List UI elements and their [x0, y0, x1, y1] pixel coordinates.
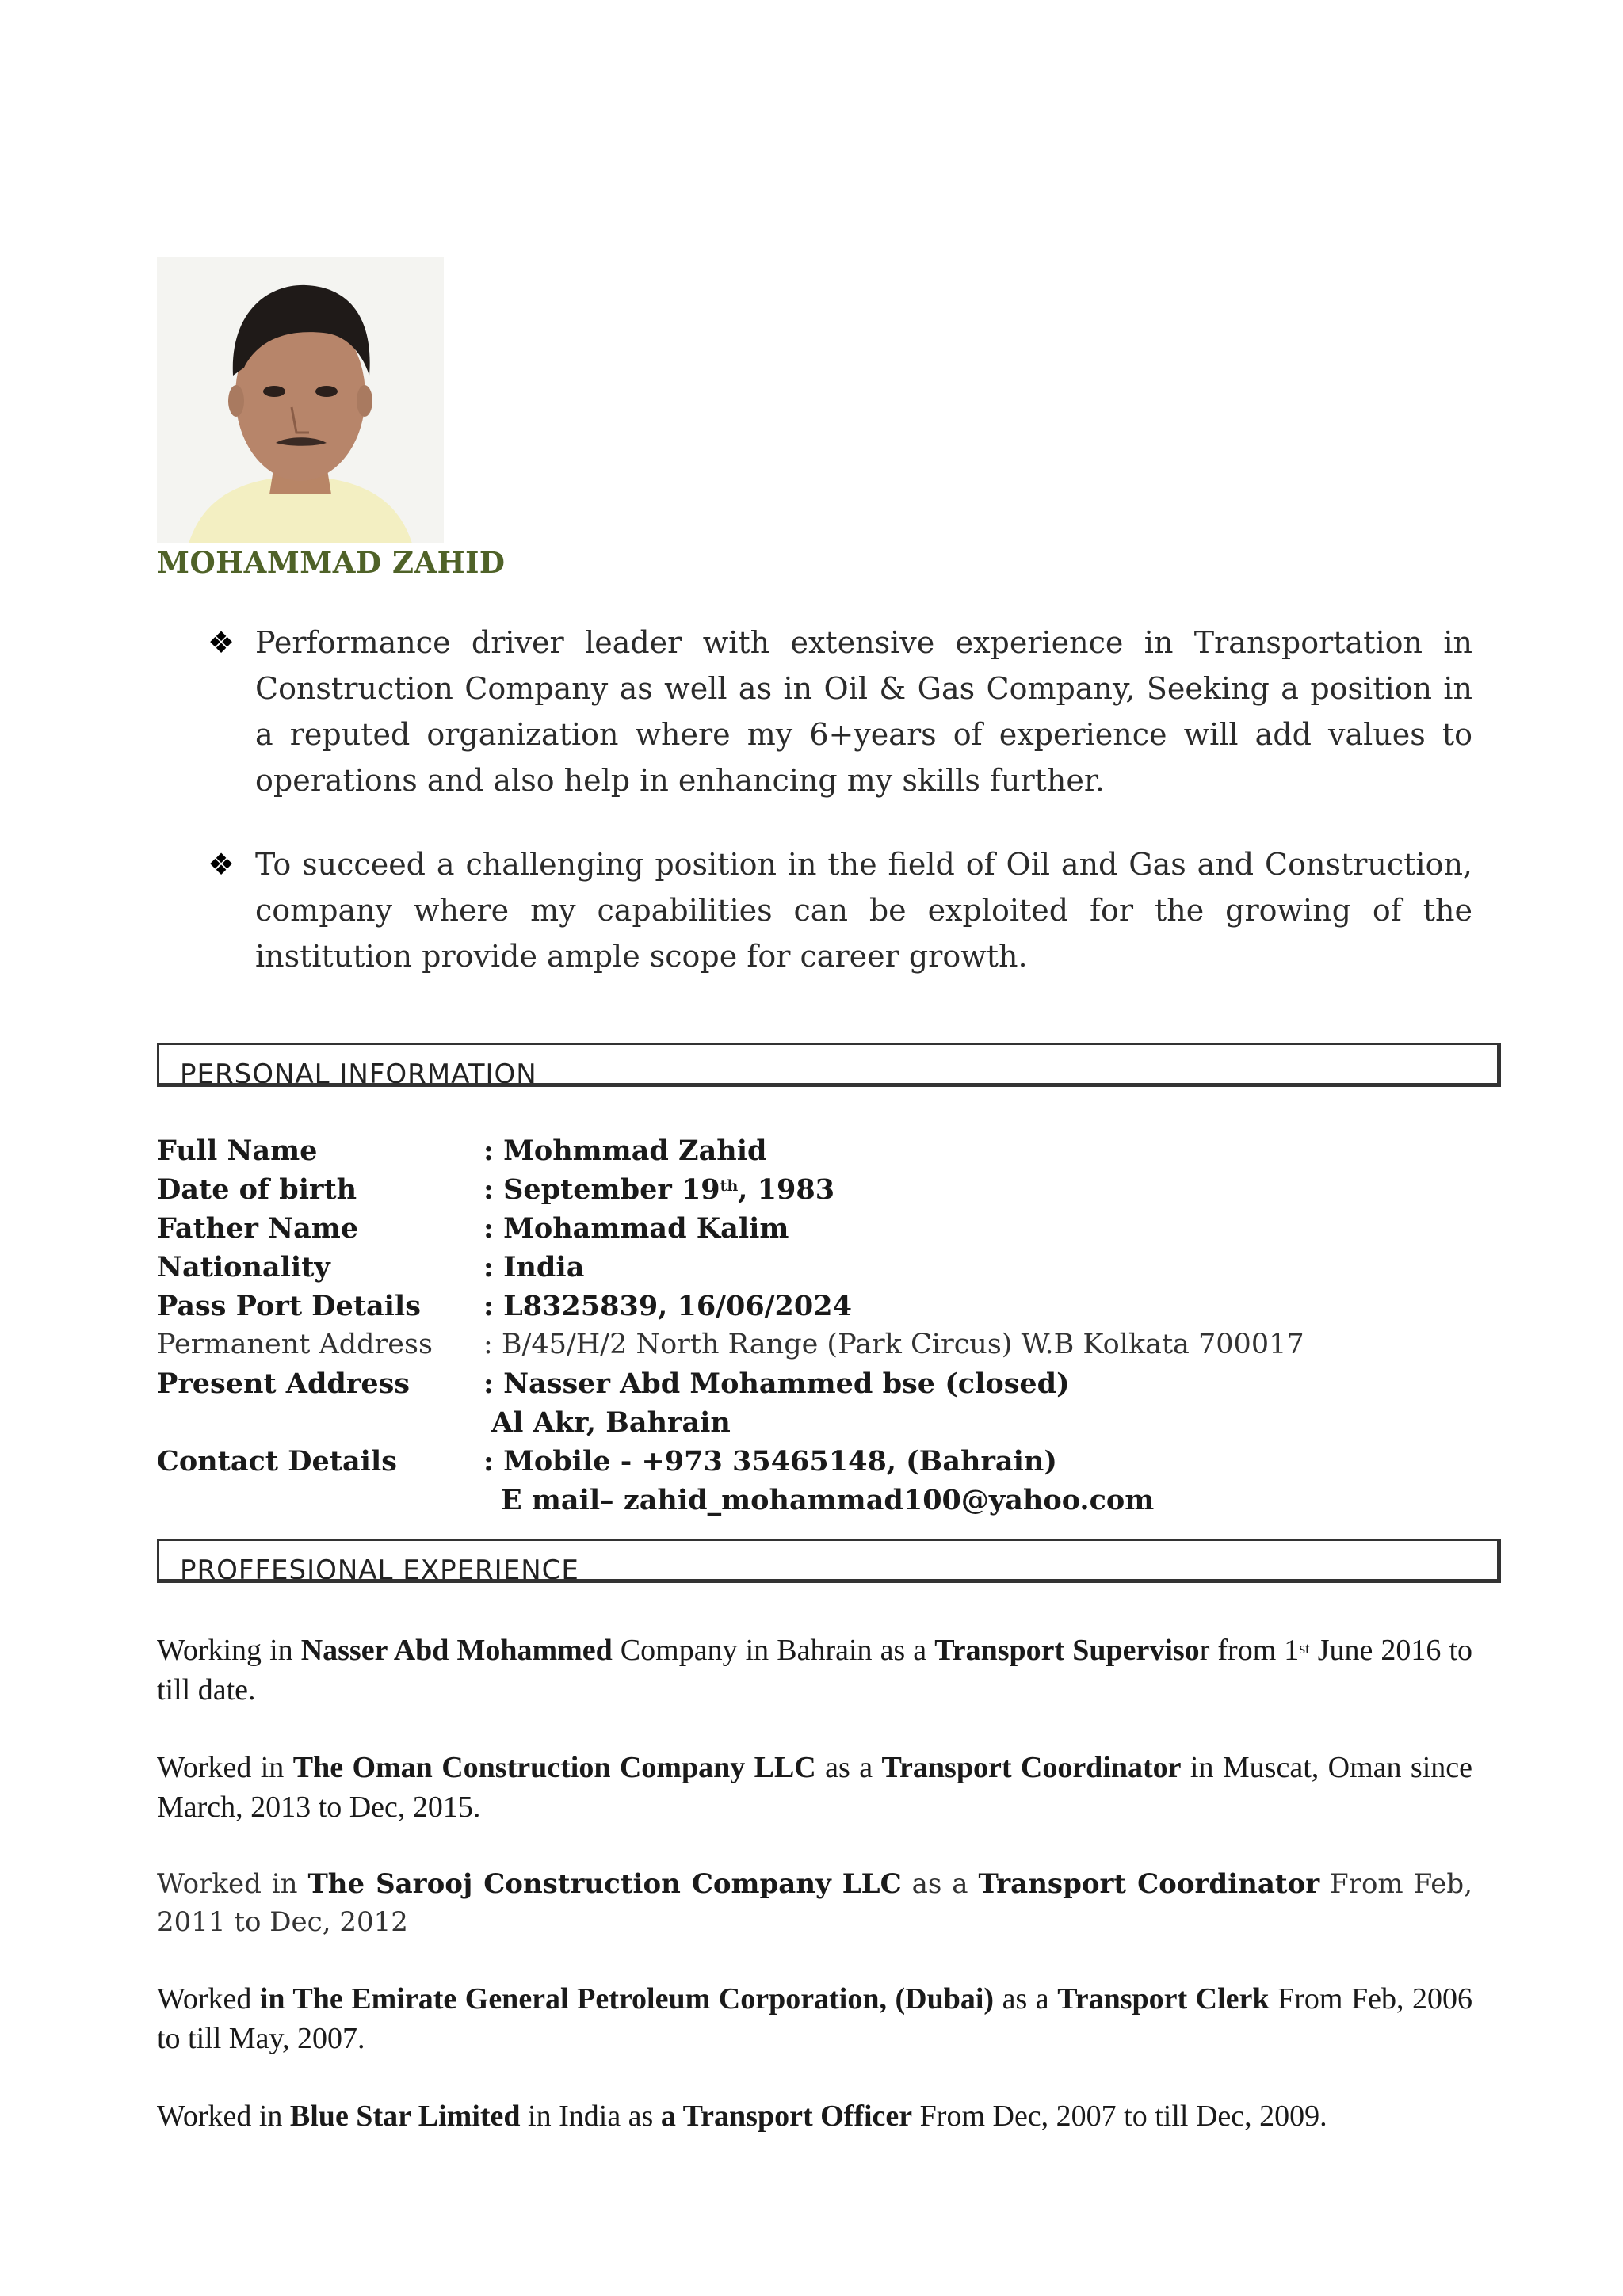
- info-row-permanent-address: [157, 1325, 1504, 1364]
- info-label-empty: [157, 1403, 483, 1442]
- info-label: Father Name: [157, 1212, 359, 1245]
- section-title: PROFFESIONAL EXPERIENCE: [180, 1554, 579, 1583]
- objective-text: Performance driver leader with extensive experience in Transportation in Construction Company as well as in Oil & Gas Company, Seeking a position in a reputed organization where my 6+years of experience will add values to operations and also help in enhancing my skills further.: [255, 625, 1472, 798]
- info-value: : Mobile - +973 35465148, (Bahrain): [483, 1445, 1057, 1478]
- exp-text: June 2016 to till date.: [157, 1634, 1473, 1707]
- exp-role: Transport Clerk: [1057, 1982, 1270, 2016]
- exp-role: Transport Superviso: [934, 1634, 1200, 1667]
- exp-text: Worked in: [157, 1751, 293, 1784]
- info-value: : India: [483, 1251, 585, 1283]
- exp-text: From Feb, 2011 to Dec, 2012: [157, 1868, 1473, 1938]
- exp-company: Blue Star Limited: [289, 2100, 521, 2133]
- info-label-empty: [157, 1481, 483, 1520]
- exp-text: in India as: [520, 2100, 661, 2133]
- dob-ordinal: th: [720, 1177, 739, 1195]
- exp-text: in Muscat, Oman since March, 2013 to Dec, 2015.: [157, 1751, 1473, 1824]
- info-value: : B/45/H/2 North Range (Park Circus) W.B Kolkata 700017: [483, 1329, 1304, 1360]
- dob-main: : September 19: [483, 1173, 720, 1206]
- exp-text: Worked in: [157, 1868, 308, 1900]
- experience-heading: [157, 1539, 1501, 1583]
- info-row-passport: [157, 1287, 1504, 1325]
- objectives-list: [208, 620, 1472, 1017]
- info-row-full-name: [157, 1131, 1504, 1170]
- exp-ordinal: st: [1299, 1640, 1310, 1657]
- experience-item: [157, 1748, 1472, 1827]
- exp-text: From Dec, 2007 to till Dec, 2009.: [912, 2100, 1327, 2133]
- profile-photo-image: [157, 257, 444, 543]
- info-label: Full Name: [157, 1135, 318, 1167]
- info-value: : Mohmmad Zahid: [483, 1135, 767, 1167]
- exp-company: Nasser Abd Mohammed: [300, 1634, 613, 1667]
- info-value: Al Akr, Bahrain: [491, 1406, 731, 1439]
- info-label: Permanent Address: [157, 1329, 433, 1360]
- objective-item: [208, 841, 1472, 979]
- exp-text: Worked: [157, 1982, 260, 2016]
- info-label: Nationality: [157, 1251, 330, 1283]
- experience-item: [157, 1630, 1472, 1710]
- exp-company: in The Emirate General Petroleum Corporation, (Dubai): [259, 1982, 995, 2016]
- info-value: : Mohammad Kalim: [483, 1212, 789, 1245]
- section-title: PERSONAL INFORMATION: [180, 1058, 537, 1087]
- info-row-present-address: [157, 1364, 1504, 1403]
- candidate-name: MOHAMMAD ZAHID: [157, 545, 506, 580]
- exp-role: Transport Coordinator: [978, 1868, 1320, 1900]
- dob-year: , 1983: [738, 1173, 835, 1206]
- objective-text: To succeed a challenging position in the field of Oil and Gas and Construction, company where my capabilities can be exploited for the growing of the institution provide ample scope for career growth.: [255, 847, 1472, 974]
- info-label: Contact Details: [157, 1445, 397, 1478]
- experience-item: [157, 2096, 1472, 2136]
- info-row-nationality: [157, 1248, 1504, 1287]
- experience-item: [157, 1865, 1472, 1941]
- exp-company: The Sarooj Construction Company LLC: [307, 1868, 902, 1900]
- diamond-bullet-icon: ❖: [208, 847, 235, 882]
- info-row-present-address-cont: [157, 1403, 1504, 1442]
- info-row-email: [157, 1481, 1504, 1520]
- personal-info-heading: [157, 1043, 1501, 1087]
- info-label: Present Address: [157, 1367, 411, 1400]
- exp-company: The Oman Construction Company LLC: [292, 1751, 816, 1784]
- objective-item: [208, 620, 1472, 803]
- exp-text: Working in: [157, 1634, 301, 1667]
- email-value: E mail– zahid_mohammad100@yahoo.com: [501, 1484, 1155, 1516]
- info-label: Date of birth: [157, 1173, 357, 1206]
- info-row-father: [157, 1209, 1504, 1248]
- info-value: : Nasser Abd Mohammed bse (closed): [483, 1367, 1070, 1400]
- exp-text: Worked in: [157, 2100, 290, 2133]
- info-label: Pass Port Details: [157, 1290, 421, 1322]
- profile-photo: [157, 257, 444, 543]
- exp-text: as a: [901, 1868, 979, 1900]
- exp-text: r from 1: [1199, 1634, 1300, 1667]
- diamond-bullet-icon: ❖: [208, 625, 235, 660]
- experience-item: [157, 1979, 1472, 2058]
- info-value: [483, 1170, 834, 1209]
- exp-text: as a: [994, 1982, 1058, 2016]
- info-row-dob: [157, 1170, 1504, 1209]
- experience-list: [157, 1630, 1472, 2174]
- exp-text: Company in Bahrain as a: [612, 1634, 935, 1667]
- personal-info: [157, 1131, 1504, 1520]
- exp-role: Transport Coordinator: [881, 1751, 1182, 1784]
- info-row-contact: [157, 1442, 1504, 1481]
- info-value: : L8325839, 16/06/2024: [483, 1290, 852, 1322]
- exp-text: From Feb, 2006 to till May, 2007.: [157, 1982, 1472, 2055]
- exp-text: as a: [815, 1751, 882, 1784]
- exp-role: a Transport Officer: [660, 2100, 913, 2133]
